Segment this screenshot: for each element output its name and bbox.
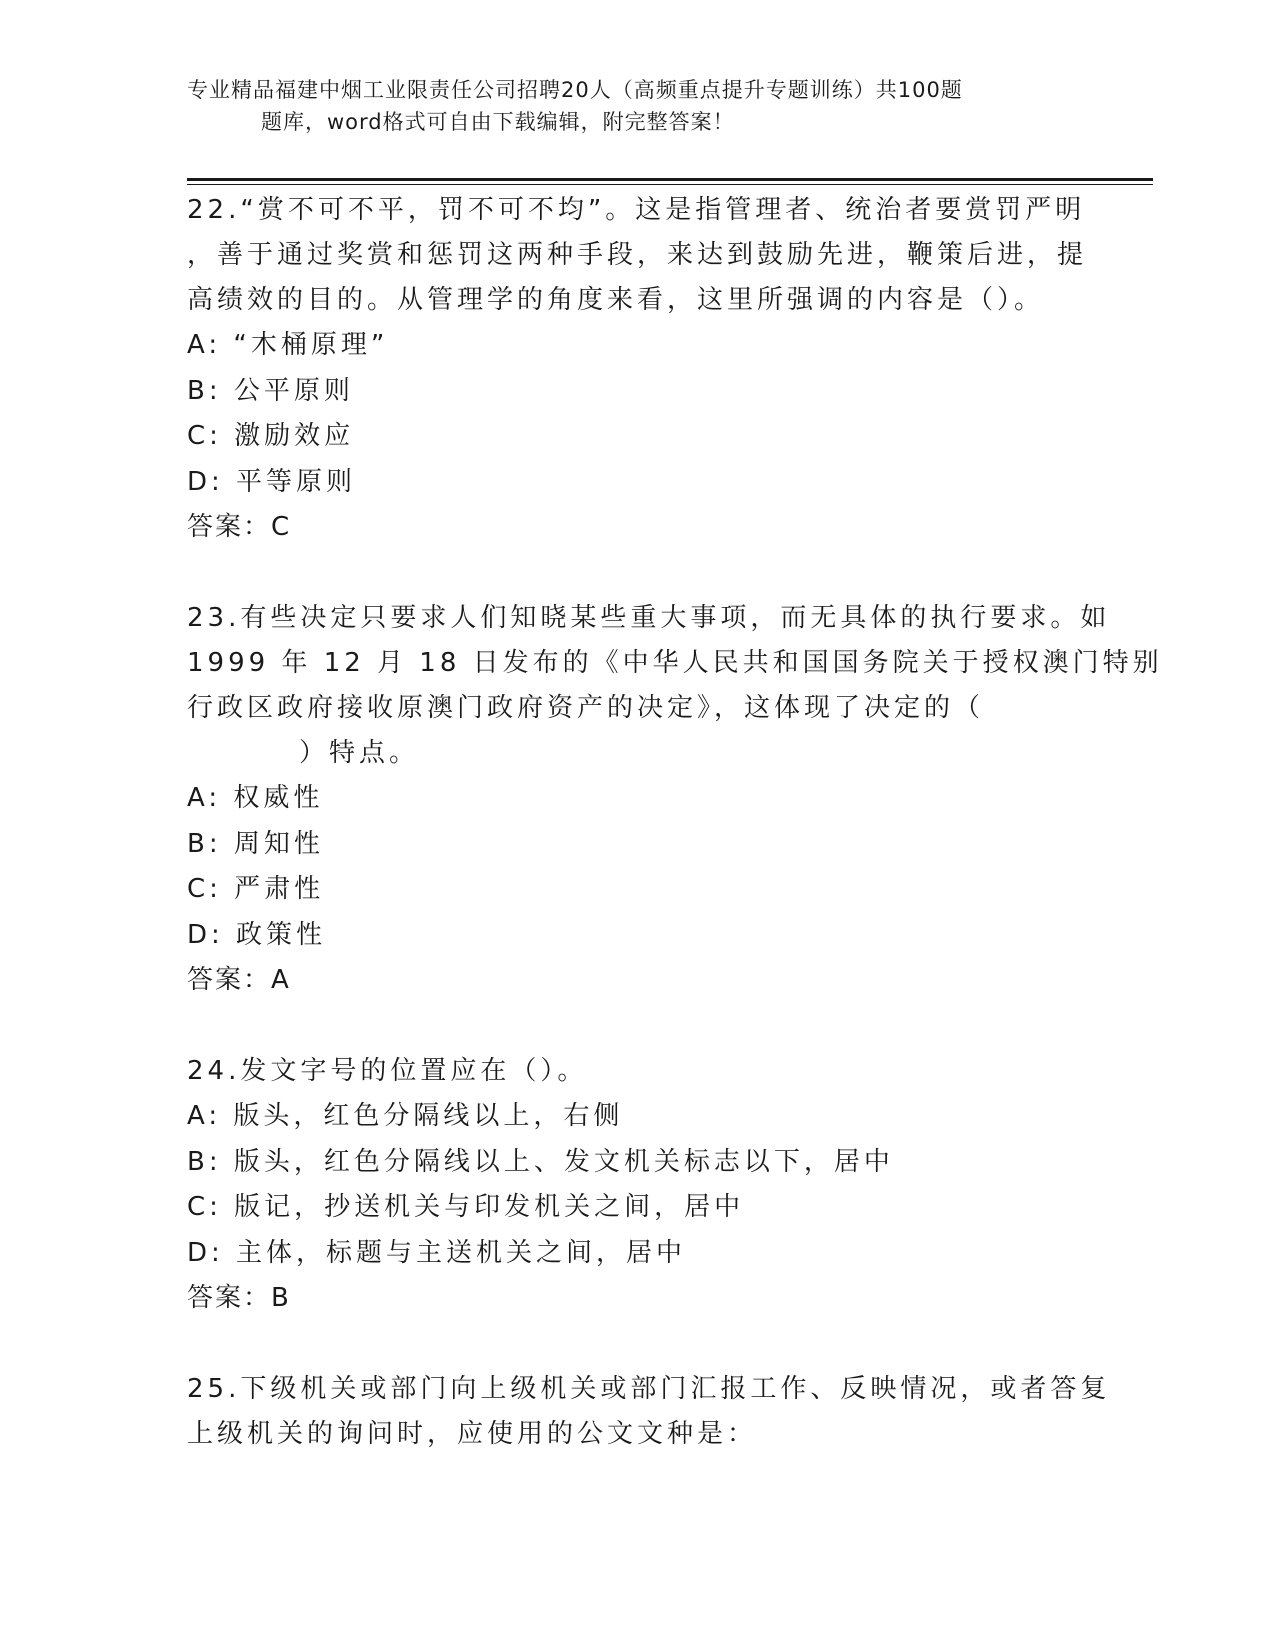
header-divider-thin <box>187 184 1153 185</box>
question-block <box>187 596 1163 1003</box>
document-header <box>187 74 1067 138</box>
option-b: B: 周知性 <box>187 828 324 859</box>
option-c: C: 严肃性 <box>187 874 325 904</box>
option-d: D: 平等原则 <box>187 466 357 497</box>
option-d: D: 政策性 <box>187 919 327 950</box>
answer-text: 答案：C <box>187 512 292 542</box>
question-text-line: 25.下级机关或部门向上级机关或部门汇报工作、反映情况，或者答复 <box>187 1374 1111 1404</box>
question-spacer <box>187 1003 1087 1049</box>
question-block <box>187 1367 1111 1457</box>
question-text-line: 上级机关的询问时，应使用的公文文种是： <box>187 1419 758 1449</box>
question-text-line: ）特点。 <box>299 738 420 768</box>
answer-text: 答案：B <box>187 1283 291 1313</box>
header-divider-thick <box>187 178 1153 181</box>
question-text-line: 24.发文字号的位置应在（）。 <box>187 1056 588 1086</box>
option-b: B: 公平原则 <box>187 375 354 406</box>
answer-text: 答案：A <box>187 965 291 995</box>
question-block <box>187 188 1087 550</box>
question-text-line: 高绩效的目的。从管理学的角度来看，这里所强调的内容是（）。 <box>187 285 1045 315</box>
question-block <box>187 1049 1087 1321</box>
question-text-line: 23.有些决定只要求人们知晓某些重大事项，而无具体的执行要求。如 <box>187 603 1111 633</box>
question-spacer <box>187 550 1087 596</box>
question-spacer <box>187 1321 1087 1367</box>
option-c: C: 版记，抄送机关与印发机关之间，居中 <box>187 1192 745 1222</box>
option-a: A: “木桶原理” <box>187 330 389 360</box>
header-title-line-2: 题库，word格式可自由下载编辑，附完整答案！ <box>261 110 735 134</box>
header-title-line-1: 专业精品福建中烟工业限责任公司招聘20人（高频重点提升专题训练）共100题 <box>187 78 963 102</box>
option-a: A: 权威性 <box>187 783 324 813</box>
question-text-line: 1999 年 12 月 18 日发布的《中华人民共和国国务院关于授权澳门特别 <box>187 648 1163 678</box>
option-b: B: 版头，红色分隔线以上、发文机关标志以下，居中 <box>187 1146 894 1177</box>
question-list <box>187 188 1163 1457</box>
option-d: D: 主体，标题与主送机关之间，居中 <box>187 1237 687 1268</box>
question-text-line: 行政区政府接收原澳门政府资产的决定》，这体现了决定的（ <box>187 693 985 723</box>
question-text-line: 22.“赏不可不平，罚不可不均”。这是指管理者、统治者要赏罚严明 <box>187 195 1086 225</box>
question-text-line: ，善于通过奖赏和惩罚这两种手段，来达到鼓励先进，鞭策后进，提 <box>187 240 1088 270</box>
option-a: A: 版头，红色分隔线以上，右侧 <box>187 1101 624 1131</box>
option-c: C: 激励效应 <box>187 421 355 451</box>
